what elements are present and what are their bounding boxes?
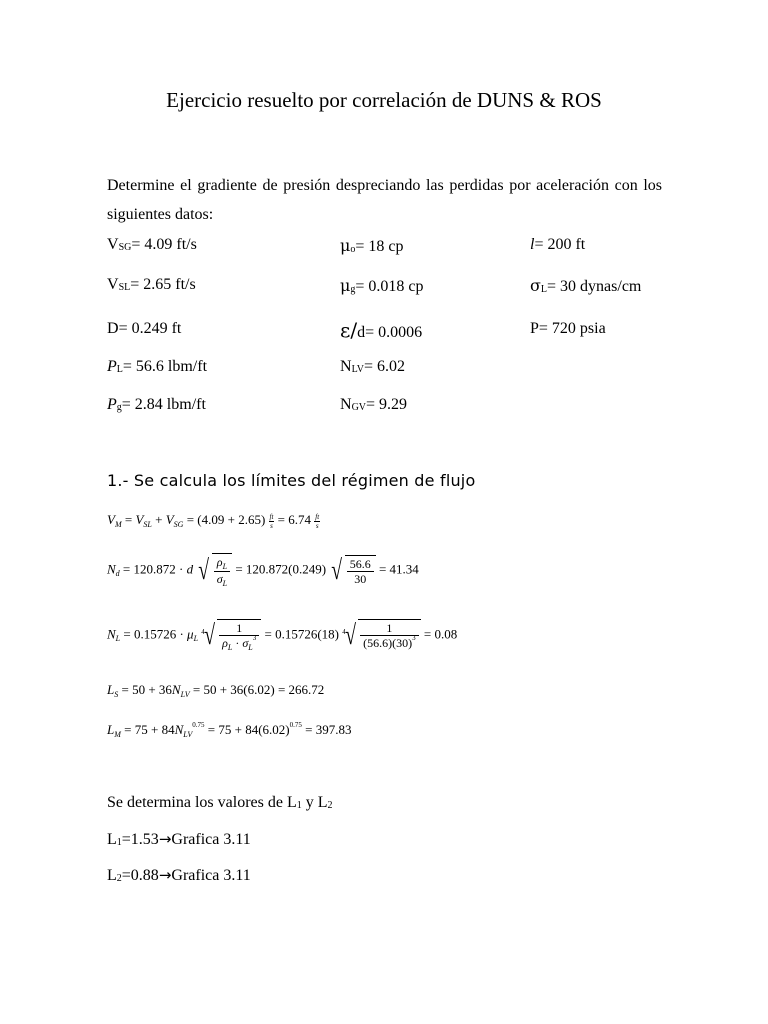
- datum-diameter: D= 0.249 ft: [107, 320, 182, 337]
- datum-sigma-l: σL= 30 dynas/cm: [530, 276, 642, 295]
- equation-nd: $N_d = 120.872 \cdot d$ √ $\frac{\rho_L}{\sigma_L}$ = 120.872(0.249) √ $\frac{56.6}{30}$ = 41.34: [107, 554, 419, 588]
- datum-rho-l: PL= 56.6 lbm/ft: [107, 358, 208, 375]
- datum-ngv: NGV= 9.29: [340, 396, 408, 413]
- datum-mu-g: μg= 0.018 cp: [340, 276, 424, 295]
- datum-roughness: ε/d= 0.0006: [340, 318, 423, 342]
- closing-line-2: L1=1.53→Grafica 3.11: [107, 830, 251, 848]
- datum-vsg: VSG= 4.09 ft/s: [107, 236, 197, 253]
- closing-line-3: L2=0.88→Grafica 3.11: [107, 866, 251, 884]
- equation-lm: $L_M = 75 + 84N_{LV}^{0.75} = 75 + 84(6.02)^{0.75} = 397.83$: [107, 721, 352, 739]
- datum-vsl: VSL= 2.65 ft/s: [107, 276, 196, 293]
- equation-ls: $L_S = 50 + 36N_{LV} = 50 + 36(6.02) = 266.72$: [107, 682, 325, 699]
- page-title: Ejercicio resuelto por correlación de DUNS & ROS: [166, 88, 602, 112]
- datum-nlv: NLV= 6.02: [340, 358, 406, 375]
- equation-nl: $N_L = 0.15726 \cdot \mu_L$ $^4$√ $\frac{1}{\rho_L \cdot \sigma_L^3}$ = 0.15726(18) $^4$√ $\frac{1}{(56.6)(30)^3}$ = 0.08: [107, 619, 458, 652]
- right-arrow-icon: →: [158, 866, 172, 884]
- datum-pressure: P= 720 psia: [530, 320, 606, 337]
- right-arrow-icon: →: [158, 830, 172, 848]
- problem-statement: Determine el gradiente de presión despreciando las perdidas por aceleración con los siguientes datos:: [107, 177, 662, 223]
- equation-vm: $V_M = V_{SL} + V_{SG} = (4.09 + 2.65)$ $\frac{ft}{s}$ = 6.74 $\frac{ft}{s}$: [107, 512, 320, 530]
- datum-rho-g: Pg= 2.84 lbm/ft: [107, 396, 206, 413]
- datum-length: l= 200 ft: [530, 236, 586, 253]
- closing-line-1: Se determina los valores de L1 y L2: [107, 794, 333, 811]
- section-heading: 1.- Se calcula los límites del régimen de flujo: [107, 471, 476, 490]
- datum-mu-o: μo= 18 cp: [340, 236, 404, 255]
